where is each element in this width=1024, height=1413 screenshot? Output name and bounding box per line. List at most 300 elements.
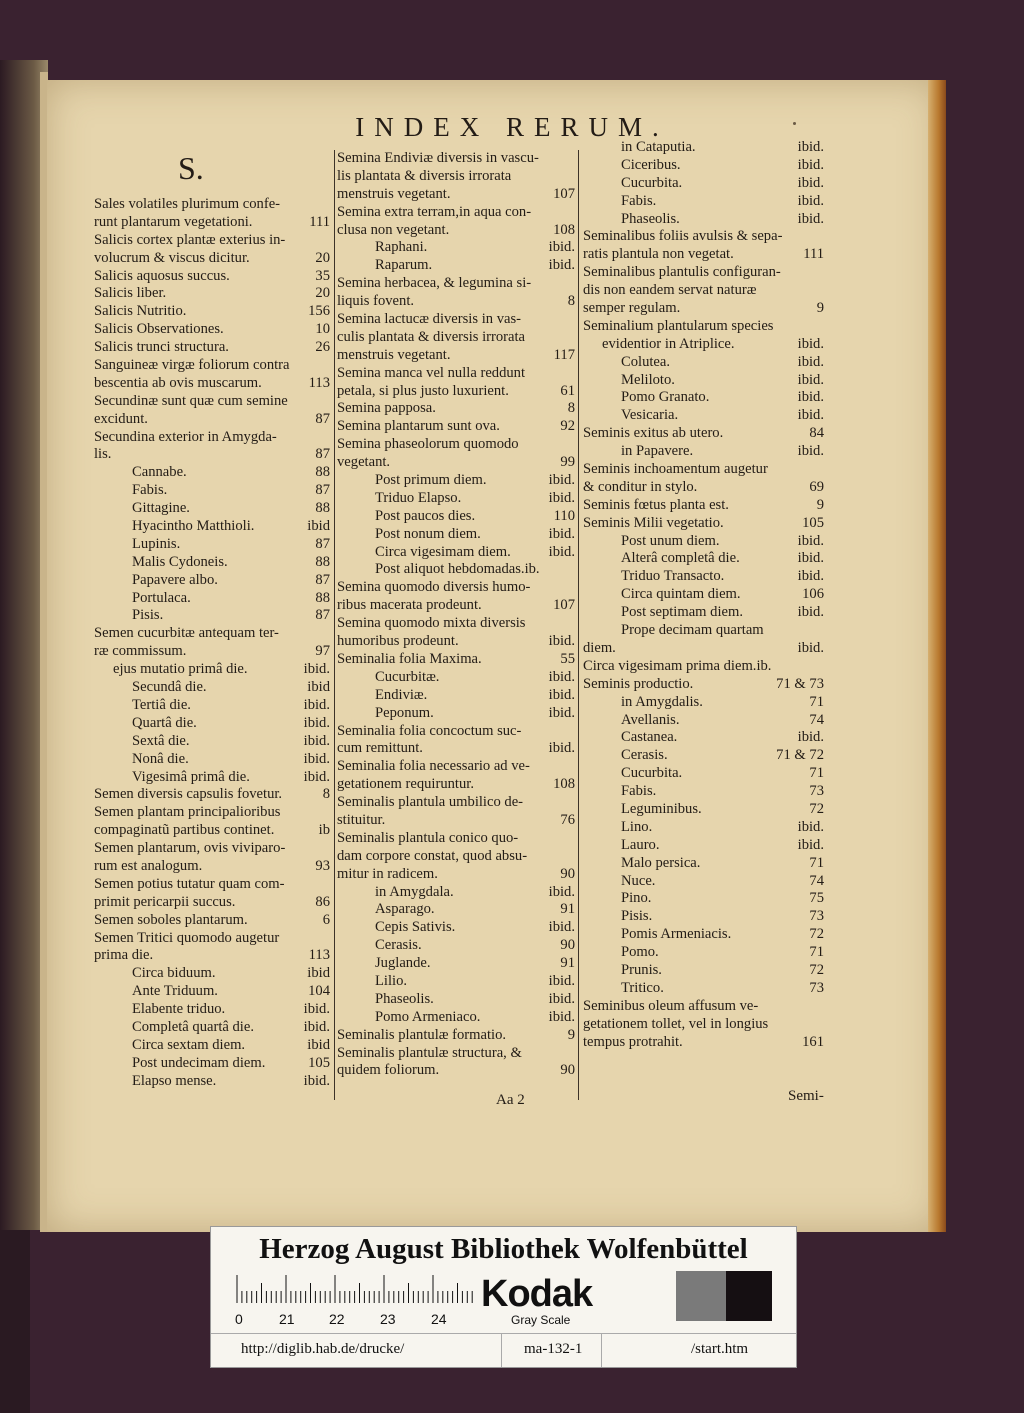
index-entry <box>583 354 824 372</box>
entry-text: Nuce. <box>621 872 656 889</box>
url-left: http://diglib.hab.de/drucke/ <box>241 1341 405 1357</box>
index-entry <box>337 293 575 311</box>
index-entry <box>583 622 824 640</box>
column-rule-2 <box>578 150 579 1100</box>
index-entry <box>94 804 330 822</box>
index-entry <box>94 303 330 321</box>
index-entry <box>94 858 330 876</box>
entry-text: Pomo Granato. <box>621 389 710 406</box>
index-entry <box>583 855 824 873</box>
index-entry <box>583 300 824 318</box>
ruler-number: 22 <box>329 1311 345 1327</box>
index-entry <box>94 572 330 590</box>
index-entry <box>583 193 824 211</box>
entry-text: getationem requiruntur. <box>337 776 474 793</box>
entry-page-number: 88 <box>315 500 330 517</box>
entry-page-number: ibid. <box>303 1072 330 1089</box>
entry-text: Elabente triduo. <box>132 1001 226 1018</box>
entry-text: in Amygdalis. <box>621 693 703 710</box>
entry-text: Elapso mense. <box>132 1072 217 1089</box>
index-entry <box>337 1027 575 1045</box>
entry-text: Salicis Nutritio. <box>94 303 187 320</box>
index-entry <box>583 175 824 193</box>
index-entry <box>337 257 575 275</box>
entry-text: Post aliquot hebdomadas.ib. <box>375 561 540 578</box>
index-entry <box>583 640 824 658</box>
entry-text: Circa vigesimam prima diem.ib. <box>583 657 772 674</box>
index-entry <box>337 544 575 562</box>
ruler-number: 23 <box>380 1311 396 1327</box>
entry-page-number: ibid. <box>548 704 575 721</box>
index-entry <box>94 554 330 572</box>
index-entry <box>337 347 575 365</box>
index-entry <box>94 214 330 232</box>
index-entry <box>337 687 575 705</box>
entry-text: Gittagine. <box>132 500 190 517</box>
entry-text: Semina lactucæ diversis in vas- <box>337 311 522 328</box>
entry-page-number: ibid. <box>548 740 575 757</box>
ruler-numbers <box>235 1311 475 1329</box>
entry-text: dis non eandem servat naturæ <box>583 282 757 299</box>
index-entry <box>583 157 824 175</box>
entry-text: volucrum & viscus dicitur. <box>94 249 250 266</box>
entry-page-number: 71 & 73 <box>776 675 824 692</box>
entry-text: Post primum diem. <box>375 472 487 489</box>
entry-page-number: ibid <box>307 1036 330 1053</box>
index-entry <box>94 411 330 429</box>
entry-page-number: 10 <box>315 321 330 338</box>
entry-text: Fabis. <box>621 192 657 209</box>
index-entry <box>94 500 330 518</box>
entry-text: Lino. <box>621 818 653 835</box>
entry-text: Juglande. <box>375 955 431 972</box>
entry-page-number: 69 <box>809 478 824 495</box>
entry-text: Seminalis plantula conico quo- <box>337 829 519 846</box>
entry-page-number: ibid. <box>797 210 824 227</box>
index-entry <box>94 393 330 411</box>
entry-page-number: ibid. <box>548 990 575 1007</box>
entry-text: Salicis Observationes. <box>94 321 224 338</box>
index-entry <box>94 715 330 733</box>
index-entry <box>583 407 824 425</box>
entry-page-number: 88 <box>315 553 330 570</box>
entry-page-number: 97 <box>315 643 330 660</box>
index-entry <box>94 983 330 1001</box>
entry-page-number: 20 <box>315 285 330 302</box>
entry-text: excidunt. <box>94 410 148 427</box>
entry-text: Malis Cydoneis. <box>132 553 228 570</box>
index-entry <box>94 1019 330 1037</box>
entry-page-number: ibid. <box>797 568 824 585</box>
entry-page-number: 90 <box>560 937 575 954</box>
entry-text: Seminalis plantula umbilico de- <box>337 794 524 811</box>
entry-text: Cepis Sativis. <box>375 919 456 936</box>
entry-text: stituitur. <box>337 811 386 828</box>
entry-page-number: 6 <box>322 911 330 928</box>
index-entry <box>583 228 824 246</box>
index-entry <box>583 694 824 712</box>
entry-page-number: 8 <box>322 786 330 803</box>
index-entry <box>337 204 575 222</box>
entry-text: Seminalibus plantulis configuran- <box>583 264 781 281</box>
index-entry <box>337 937 575 955</box>
entry-page-number: 71 <box>809 944 824 961</box>
index-entry <box>337 454 575 472</box>
entry-text: Meliloto. <box>621 371 675 388</box>
entry-page-number: ibid. <box>548 543 575 560</box>
entry-text: Circa biduum. <box>132 965 216 982</box>
entry-text: petala, si plus justo luxurient. <box>337 382 509 399</box>
entry-page-number: ibid. <box>797 139 824 155</box>
index-entry <box>583 246 824 264</box>
entry-text: diem. <box>583 639 616 656</box>
entry-page-number: ibid <box>307 965 330 982</box>
entry-text: lis. <box>94 446 112 463</box>
entry-text: Lauro. <box>621 836 660 853</box>
entry-text: Phaseolis. <box>375 990 434 1007</box>
index-entry <box>583 837 824 855</box>
entry-text: Ciceribus. <box>621 156 681 173</box>
entry-text: Tertiâ die. <box>132 696 191 713</box>
index-entry <box>337 418 575 436</box>
index-entry <box>94 607 330 625</box>
entry-page-number: ibid. <box>548 472 575 489</box>
index-entry <box>94 840 330 858</box>
index-entry <box>94 697 330 715</box>
index-entry <box>583 712 824 730</box>
entry-page-number: 90 <box>560 1062 575 1079</box>
entry-page-number: 75 <box>809 890 824 907</box>
page-fore-edge <box>928 80 946 1232</box>
entry-text: Post unum diem. <box>621 532 720 549</box>
entry-page-number: 73 <box>809 979 824 996</box>
signature-mark: Aa 2 <box>496 1092 525 1108</box>
index-entry <box>337 848 575 866</box>
ruler-number: 0 <box>235 1311 243 1327</box>
entry-text: Fabis. <box>621 783 657 800</box>
entry-page-number: 87 <box>315 571 330 588</box>
entry-page-number: ibid. <box>797 836 824 853</box>
index-entry <box>583 801 824 819</box>
entry-text: lis plantata & diversis irrorata <box>337 167 512 184</box>
index-entry <box>337 669 575 687</box>
entry-page-number: ibid. <box>797 371 824 388</box>
entry-page-number: ibid. <box>797 353 824 370</box>
entry-text: Sextâ die. <box>132 732 190 749</box>
entry-page-number: 87 <box>315 482 330 499</box>
entry-text: Semina papposa. <box>337 400 436 417</box>
entry-text: Pisis. <box>621 908 653 925</box>
entry-page-number: ibid. <box>548 686 575 703</box>
index-entry <box>337 830 575 848</box>
index-entry <box>94 733 330 751</box>
entry-page-number: 72 <box>809 961 824 978</box>
index-entry <box>337 472 575 490</box>
index-entry <box>583 658 824 676</box>
index-entry <box>337 866 575 884</box>
entry-text: ræ commissum. <box>94 643 187 660</box>
entry-text: Semen diversis capsulis fovetur. <box>94 786 283 803</box>
entry-page-number: 71 <box>809 765 824 782</box>
entry-text: prima die. <box>94 947 154 964</box>
entry-text: Lilio. <box>375 972 408 989</box>
entry-page-number: 9 <box>816 300 824 317</box>
entry-text: Quartâ die. <box>132 714 197 731</box>
index-entry <box>94 518 330 536</box>
entry-text: Pomis Armeniacis. <box>621 926 732 943</box>
entry-page-number: ibid. <box>303 750 330 767</box>
entry-page-number: 55 <box>560 650 575 667</box>
entry-page-number: ibid. <box>797 639 824 656</box>
index-entry <box>337 275 575 293</box>
entry-text: Semina quomodo mixta diversis <box>337 615 526 632</box>
entry-page-number: 8 <box>567 400 575 417</box>
entry-text: Seminis fœtus planta est. <box>583 496 729 513</box>
index-entry <box>583 461 824 479</box>
entry-page-number: 107 <box>553 185 575 202</box>
index-entry <box>94 321 330 339</box>
index-entry <box>94 947 330 965</box>
entry-text: Secundâ die. <box>132 679 207 696</box>
entry-text: Seminalia folia concoctum suc- <box>337 722 522 739</box>
entry-text: rum est analogum. <box>94 857 203 874</box>
black-patch <box>726 1271 772 1321</box>
index-entry <box>583 425 824 443</box>
index-entry <box>337 615 575 633</box>
index-entry <box>583 962 824 980</box>
url-middle: ma-132-1 <box>524 1341 583 1357</box>
entry-text: Lupinis. <box>132 535 181 552</box>
index-entry <box>583 765 824 783</box>
entry-page-number: ibid. <box>797 389 824 406</box>
page-title: INDEX RERUM. <box>355 112 669 142</box>
entry-page-number: 73 <box>809 783 824 800</box>
entry-text: Phaseolis. <box>621 210 680 227</box>
index-entry <box>337 329 575 347</box>
index-entry <box>337 365 575 383</box>
index-entry <box>583 479 824 497</box>
entry-text: culis plantata & diversis irrorata <box>337 328 526 345</box>
entry-page-number: 72 <box>809 800 824 817</box>
entry-page-number: ibid. <box>303 696 330 713</box>
entry-text: evidentior in Atriplice. <box>602 335 735 352</box>
index-entry <box>94 250 330 268</box>
entry-text: liquis fovent. <box>337 293 415 310</box>
index-entry <box>337 597 575 615</box>
index-entry <box>337 812 575 830</box>
entry-text: primit pericarpii succus. <box>94 893 236 910</box>
entry-text: Seminis exitus ab utero. <box>583 425 724 442</box>
entry-text: Circa vigesimam diem. <box>375 543 511 560</box>
index-entry <box>94 625 330 643</box>
index-entry <box>583 1034 824 1052</box>
index-entry <box>94 590 330 608</box>
entry-text: Malo persica. <box>621 854 701 871</box>
index-entry <box>583 944 824 962</box>
entry-text: Triduo Elapso. <box>375 489 462 506</box>
index-entry <box>583 497 824 515</box>
entry-page-number: ibid <box>307 679 330 696</box>
entry-text: Semen potius tutatur quam com- <box>94 875 285 892</box>
entry-text: Leguminibus. <box>621 800 702 817</box>
entry-page-number: 90 <box>560 865 575 882</box>
entry-page-number: 111 <box>309 213 330 230</box>
index-entry <box>583 873 824 891</box>
entry-page-number: ibid. <box>548 1008 575 1025</box>
index-entry <box>337 973 575 991</box>
entry-page-number: ibid. <box>548 489 575 506</box>
entry-page-number: 76 <box>560 811 575 828</box>
entry-page-number: ibid. <box>797 174 824 191</box>
index-entry <box>337 383 575 401</box>
section-letter: S. <box>178 150 204 186</box>
entry-page-number: ibid. <box>548 972 575 989</box>
index-entry <box>337 490 575 508</box>
entry-text: ejus mutatio primâ die. <box>113 661 248 678</box>
entry-page-number: 74 <box>809 872 824 889</box>
entry-text: Seminis Milii vegetatio. <box>583 514 724 531</box>
entry-page-number: ibid. <box>548 883 575 900</box>
index-entry <box>583 980 824 998</box>
entry-page-number: ibid. <box>303 661 330 678</box>
index-entry <box>337 919 575 937</box>
entry-page-number: ibid. <box>797 407 824 424</box>
background-left-lower <box>0 1230 30 1413</box>
index-entry <box>94 1001 330 1019</box>
entry-page-number: 105 <box>308 1054 330 1071</box>
entry-page-number: 91 <box>560 955 575 972</box>
index-entry <box>337 991 575 1009</box>
index-entry <box>583 389 824 407</box>
entry-text: Cerasis. <box>375 937 422 954</box>
index-entry <box>337 311 575 329</box>
entry-page-number: 91 <box>560 901 575 918</box>
entry-text: Alterâ completâ die. <box>621 550 740 567</box>
index-entry <box>583 318 824 336</box>
entry-page-number: 113 <box>308 374 330 391</box>
index-entry <box>94 536 330 554</box>
index-column-1 <box>94 196 330 1091</box>
entry-text: Salicis cortex plantæ exterius in- <box>94 231 286 248</box>
entry-text: ribus macerata prodeunt. <box>337 597 482 614</box>
entry-page-number: 86 <box>315 893 330 910</box>
entry-text: Semina plantarum sunt ova. <box>337 418 500 435</box>
entry-page-number: ibid. <box>797 818 824 835</box>
entry-text: Vesicaria. <box>621 407 679 424</box>
index-entry <box>94 643 330 661</box>
index-entry <box>337 239 575 257</box>
entry-page-number: 84 <box>809 425 824 442</box>
index-entry <box>337 740 575 758</box>
entry-page-number: ibid. <box>797 550 824 567</box>
entry-text: clusa non vegetant. <box>337 221 450 238</box>
catchword: Semi- <box>788 1088 824 1104</box>
entry-text: Prunis. <box>621 961 662 978</box>
index-entry <box>94 1073 330 1091</box>
index-entry <box>94 679 330 697</box>
entry-text: humoribus prodeunt. <box>337 633 459 650</box>
index-entry <box>337 723 575 741</box>
entry-page-number: ib <box>318 822 330 839</box>
entry-text: Seminalis plantulæ formatio. <box>337 1026 507 1043</box>
index-entry <box>94 464 330 482</box>
entry-text: Seminalia folia Maxima. <box>337 650 482 667</box>
index-entry <box>94 375 330 393</box>
index-entry <box>337 794 575 812</box>
entry-text: Tritico. <box>621 979 664 996</box>
entry-text: Circa sextam diem. <box>132 1036 246 1053</box>
entry-page-number: 71 <box>809 693 824 710</box>
entry-page-number: 105 <box>802 514 824 531</box>
entry-text: Asparago. <box>375 901 435 918</box>
index-column-3 <box>583 139 824 1051</box>
entry-text: Salicis liber. <box>94 285 167 302</box>
entry-text: Circa quintam diem. <box>621 586 741 603</box>
entry-text: Castanea. <box>621 729 678 746</box>
entry-page-number: 156 <box>308 303 330 320</box>
index-entry <box>337 168 575 186</box>
index-entry <box>583 282 824 300</box>
entry-text: Seminibus oleum affusum ve- <box>583 997 759 1014</box>
entry-text: Raparum. <box>375 257 433 274</box>
entry-page-number: 113 <box>308 947 330 964</box>
entry-page-number: 87 <box>315 535 330 552</box>
entry-text: Cucurbita. <box>621 765 683 782</box>
index-entry <box>94 912 330 930</box>
entry-text: Pisis. <box>132 607 164 624</box>
entry-page-number: 20 <box>315 249 330 266</box>
index-entry <box>94 1037 330 1055</box>
index-entry <box>583 550 824 568</box>
entry-text: semper regulam. <box>583 300 681 317</box>
entry-text: compaginatũ partibus continet. <box>94 822 275 839</box>
entry-page-number: 9 <box>816 496 824 513</box>
entry-text: runt plantarum vegetationi. <box>94 213 253 230</box>
index-entry <box>94 965 330 983</box>
index-entry <box>94 357 330 375</box>
entry-page-number: 87 <box>315 607 330 624</box>
entry-text: getationem tollet, vel in longius <box>583 1015 769 1032</box>
entry-page-number: ibid. <box>797 335 824 352</box>
entry-text: Post paucos dies. <box>375 507 476 524</box>
index-entry <box>337 222 575 240</box>
index-entry <box>337 186 575 204</box>
index-entry <box>337 150 575 168</box>
index-entry <box>94 285 330 303</box>
entry-page-number: 104 <box>308 983 330 1000</box>
entry-page-number: 71 & 72 <box>776 747 824 764</box>
entry-page-number: 93 <box>315 857 330 874</box>
index-entry <box>337 776 575 794</box>
entry-text: Seminis inchoamentum augetur <box>583 461 768 478</box>
entry-text: in Cataputia. <box>621 139 696 155</box>
index-entry <box>337 955 575 973</box>
index-entry <box>583 676 824 694</box>
entry-text: Sales volatiles plurimum confe- <box>94 196 281 212</box>
entry-text: cum remittunt. <box>337 740 423 757</box>
entry-text: ratis plantula non vegetat. <box>583 246 734 263</box>
entry-page-number: 61 <box>560 382 575 399</box>
entry-text: Prope decimam quartam <box>621 622 764 639</box>
entry-text: Ante Triduum. <box>132 983 218 1000</box>
ruler-number: 21 <box>279 1311 295 1327</box>
index-entry <box>94 268 330 286</box>
url-right: /start.htm <box>691 1341 749 1357</box>
entry-text: Semina extra terram,in aqua con- <box>337 203 532 220</box>
entry-text: Cannabe. <box>132 464 187 481</box>
entry-text: tempus protrahit. <box>583 1033 683 1050</box>
entry-page-number: 108 <box>553 776 575 793</box>
